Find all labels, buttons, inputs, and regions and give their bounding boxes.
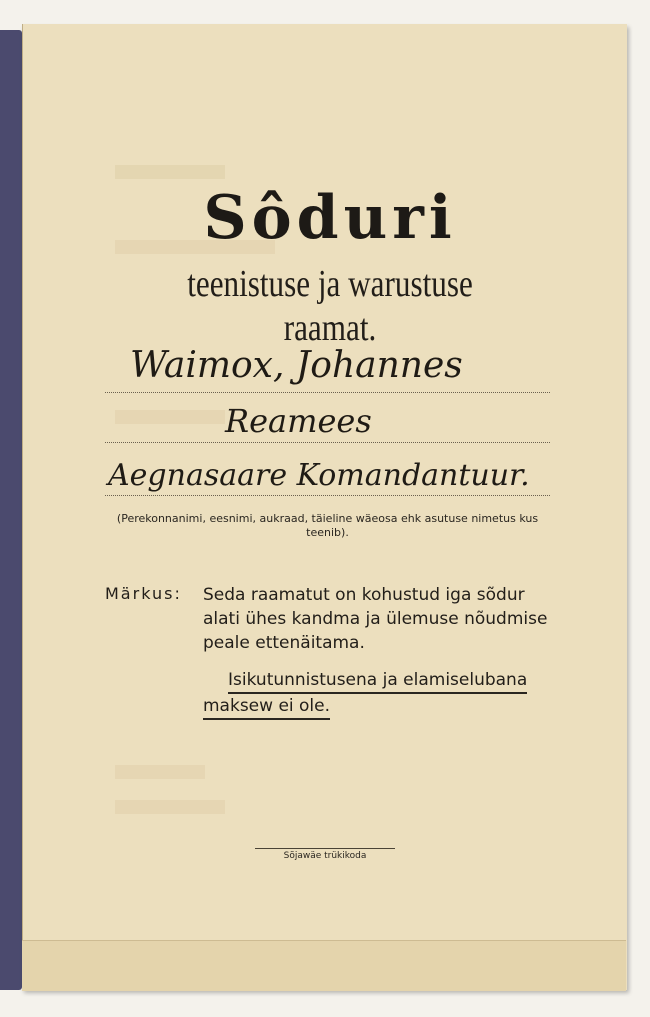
handwritten-rank: Reamees — [225, 402, 372, 440]
printer-rule — [255, 848, 395, 849]
dotted-line — [105, 495, 550, 496]
dotted-line — [105, 392, 550, 393]
handwritten-name: Waimox, Johannes — [130, 345, 463, 386]
underlined-text-1: Isikutunnistusena ja elamiselubana — [228, 668, 527, 694]
printer-imprint: Sõjawäe trükikoda — [283, 851, 367, 861]
page-edge — [22, 940, 626, 991]
remark-label: Märkus: — [105, 584, 182, 603]
dotted-line — [105, 442, 550, 443]
book-spine — [0, 30, 22, 990]
show-through-mark — [115, 765, 205, 779]
booklet-page — [22, 24, 627, 990]
remark-underlined — [203, 668, 553, 720]
handwritten-unit: Aegnasaare Komandantuur. — [108, 458, 530, 493]
underlined-text-2: maksew ei ole. — [203, 694, 330, 720]
show-through-mark — [115, 410, 225, 424]
remark-text: Seda raamatut on kohustud iga sõdur alati ühes kandma ja ülemuse nõudmise peale ettenäitama. — [203, 585, 548, 653]
show-through-mark — [115, 800, 225, 814]
document-subtitle: teenistuse ja warustuse raamat. — [187, 263, 473, 349]
document-title: Sôduri — [203, 183, 457, 253]
show-through-mark — [115, 165, 225, 179]
field-caption: (Perekonnanimi, eesnimi, aukraad, täieline wäeosa ehk asutuse nimetus kus teenib). — [116, 512, 539, 539]
